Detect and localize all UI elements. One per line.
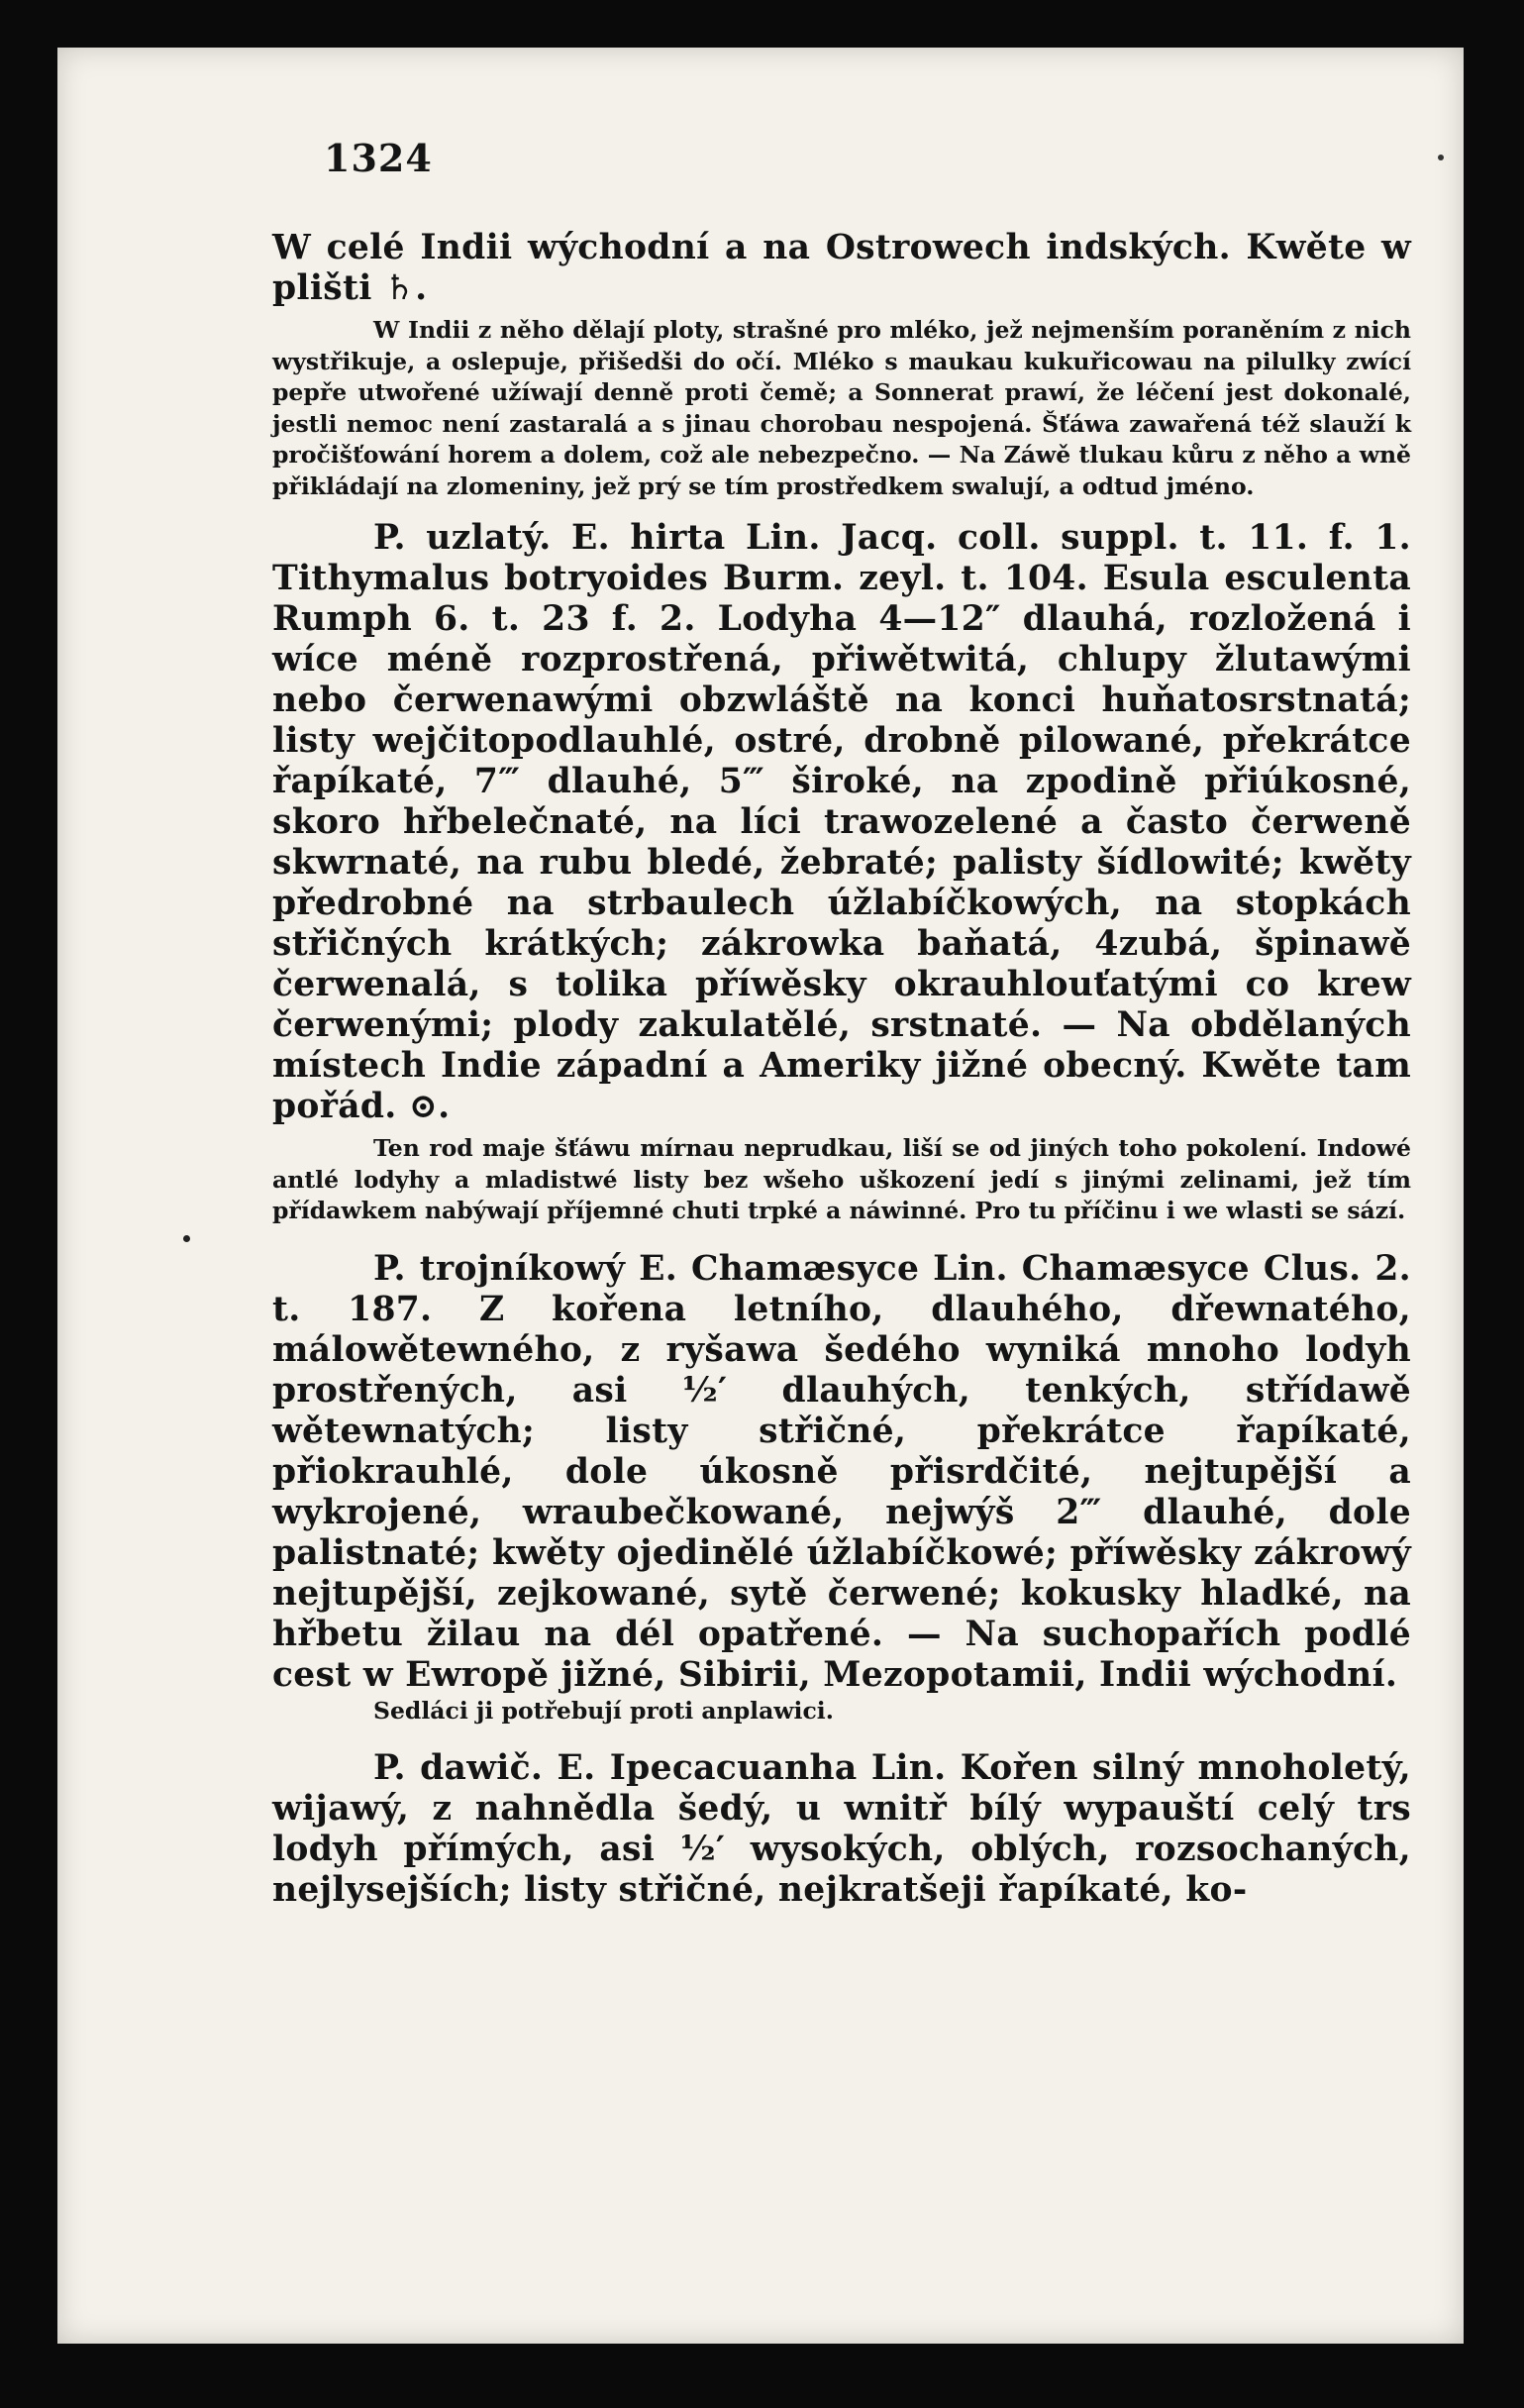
- species-entry-dawic: P. dawič. E. Ipecacuanha Lin. Kořen silný mnoholetý, wijawý, z nahnědla šedý, u wnitř bílý wypauští celý trs lodyh přímých, asi ½′ wysokých, oblých, rozsochaných, nejlysejších; listy střičné, nejkratšeji řapíkaté, ko-: [272, 1748, 1411, 1910]
- ink-speck: [1438, 155, 1444, 160]
- page-number: 1324: [324, 136, 433, 180]
- paragraph-genus-note: Ten rod maje šťáwu mírnau neprudkau, liší se od jiných toho pokolení. Indowé antlé lodyhy a mladistwé listy bez wšeho uškození jedí s jinými zelinami, jež tím přídawkem nabýwají příjemné chuti trpké a náwinné. Pro tu příčinu i we wlasti se sází.: [272, 1134, 1411, 1224]
- text-column: [272, 136, 1411, 1911]
- paragraph-distribution: W celé Indii wýchodní a na Ostrowech indských. Kwěte w plišti ♄.: [272, 228, 1411, 308]
- paragraph-peasant-note: Sedláci ji potřebují proti anplawici.: [373, 1696, 834, 1725]
- species-entry-uzlaty: P. uzlatý. E. hirta Lin. Jacq. coll. suppl. t. 11. f. 1. Tithymalus botryoides Burm. zeyl. t. 104. Esula esculenta Rumph 6. t. 23 f. 2. Lodyha 4—12″ dlauhá, rozložená i wíce méně rozprostřená, přiwětwitá, chlupy žlutawými nebo čerwenawými obzwláště na konci huňatosrstnatá; listy wejčitopodlauhlé, ostré, drobně pilowané, překrátce řapíkaté, 7‴ dlauhé, 5‴ široké, na zpodině přiúkosné, skoro hřbelečnaté, na líci trawozelené a často čerweně skwrnaté, na rubu bledé, žebraté; palisty šídlowité; kwěty předrobné na strbaulech úžlabíčkowých, na stopkách střičných krátkých; zákrowka baňatá, 4zubá, špinawě čerwenalá, s tolika příwěsky okrauhlouťatými co krew čerwenými; plody zakulatělé, srstnaté. — Na obdělaných místech Indie západní a Ameriky jižné obecný. Kwěte tam pořád. ⊙.: [272, 518, 1411, 1126]
- ink-speck: [183, 1235, 190, 1242]
- paragraph-uses-note: W Indii z něho dělají ploty, strašné pro mléko, jež nejmenším poraněním z nich wystřikuje, a oslepuje, přišedši do očí. Mléko s maukau kukuřicowau na pilulky zwící pepře utwořené užíwají denně proti čemě; a Sonnerat prawí, že léčení jest dokonalé, jestli nemoc není zastaralá a s jinau chorobau nespojená. Šťáwa zawařená též slauží k pročišťowání horem a dolem, což ale nebezpečno. — Na Záwě tlukau kůru z něho a wně přikládají na zlomeniny, jež prý se tím prostředkem swalují, a odtud jméno.: [272, 316, 1411, 500]
- species-entry-trojnikowy: P. trojníkowý E. Chamæsyce Lin. Chamæsyce Clus. 2. t. 187. Z kořena letního, dlauhého, dřewnatého, málowětewného, z ryšawa šedého wyniká mnoho lodyh prostřených, asi ½′ dlauhých, tenkých, střídawě wětewnatých; listy střičné, překrátce řapíkaté, přiokrauhlé, dole úkosně přisrdčité, nejtupější a wykrojené, wraubečkowané, nejwýš 2‴ dlauhé, dole palistnaté; kwěty ojedinělé úžlabíčkowé; příwěsky zákrowý nejtupější, zejkowané, sytě čerwené; kokusky hladké, na hřbetu žilau na dél opatřené. — Na suchopařích podlé cest w Ewropě jižné, Sibirii, Mezopotamii, Indii wýchodní.: [272, 1248, 1411, 1695]
